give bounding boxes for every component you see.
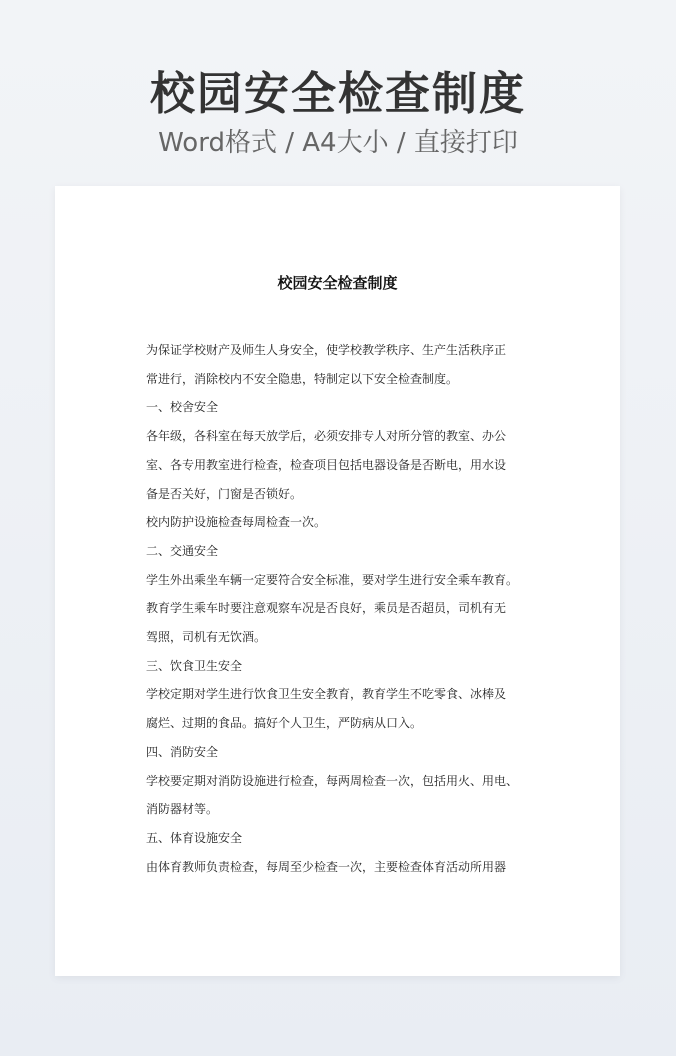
document-title: 校园安全检查制度 xyxy=(277,274,398,292)
paragraph-line: 校内防护设施检查每周检查一次。 xyxy=(146,515,327,530)
paragraph-line: 由体育教师负责检查，每周至少检查一次，主要检查体育活动所用器 xyxy=(146,859,507,874)
paragraph-line: 驾照，司机有无饮酒。 xyxy=(146,630,267,645)
paragraph-line: 教育学生乘车时要注意观察车况是否良好，乘员是否超员，司机有无 xyxy=(146,601,507,616)
paragraph-line: 学校要定期对消防设施进行检查，每两周检查一次，包括用火、用电、 xyxy=(146,773,519,788)
paragraph-line: 室、各专用教室进行检查，检查项目包括电器设备是否断电，用水设 xyxy=(146,457,507,472)
paragraph-line: 为保证学校财产及师生人身安全，使学校教学秩序、生产生活秩序正 xyxy=(146,343,507,357)
paragraph-line: 各年级，各科室在每天放学后，必须安排专人对所分管的教室、办公 xyxy=(146,429,507,444)
section-heading: 四、消防安全 xyxy=(146,744,219,759)
section-heading: 三、饮食卫生安全 xyxy=(146,658,243,673)
banner-header xyxy=(0,64,676,160)
document-body xyxy=(146,336,546,881)
banner-subtitle: Word格式 / A4大小 / 直接打印 xyxy=(158,128,518,158)
paragraph-line: 腐烂、过期的食品。搞好个人卫生，严防病从口入。 xyxy=(146,716,423,731)
paragraph-line: 消防器材等。 xyxy=(146,802,219,817)
paragraph-line: 学生外出乘坐车辆一定要符合安全标准，要对学生进行安全乘车教育。 xyxy=(146,572,519,587)
section-heading: 五、体育设施安全 xyxy=(146,830,243,845)
paragraph-line: 常进行，消除校内不安全隐患，特制定以下安全检查制度。 xyxy=(146,371,459,386)
paragraph-line: 学校定期对学生进行饮食卫生安全教育，教育学生不吃零食、冰棒及 xyxy=(146,687,507,702)
document-page xyxy=(55,186,620,976)
section-heading: 二、交通安全 xyxy=(146,543,219,558)
banner-title: 校园安全检查制度 xyxy=(149,67,526,120)
section-heading: 一、校舍安全 xyxy=(146,400,219,415)
paragraph-line: 备是否关好，门窗是否锁好。 xyxy=(146,486,303,501)
